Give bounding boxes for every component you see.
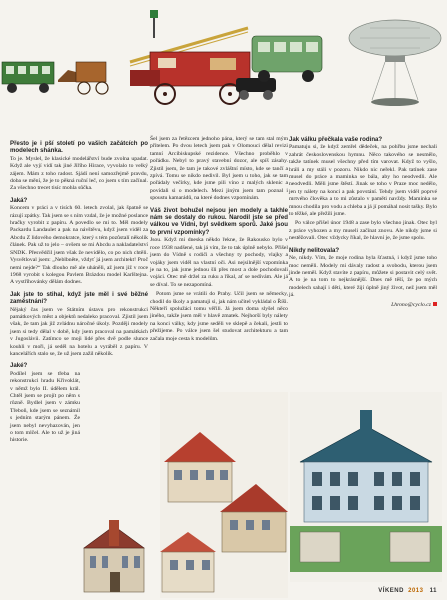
article-column-1 bbox=[10, 136, 148, 447]
question-heading: Nikdy nelitovala? bbox=[289, 246, 340, 254]
question-heading: Jaké? bbox=[10, 362, 28, 370]
cathedral-model-photo bbox=[76, 520, 156, 596]
article-column-2 bbox=[150, 136, 288, 345]
question-heading: Přesto je i pší století po vašich začátcích po modelech shánka. bbox=[10, 140, 148, 155]
answer-paragraph: Pamatuju si, že když zemřel dědeček, na pohřbu jsme nechali zahrát československou hymnu. Něco takového se nesmělo, takže tatínek musel všechny před tím varovat. Když to vyšlo, hráli a my stáli v pozoru. Nikdo nic neřekl. Pak tatínek zase musel do práce a maminka se bála, aby ho neodvedli. Ale neodvedli. Měli jsme štěstí. Jinak se toho v Praze moc nedělo, jen ty nálety na konci a pak povstání. Tehdy jsem viděl poprvé mrtvého člověka a to mi zůstalo v paměti navždy. Maminka se mnou chodila pro vodu a chleba a já jí pomáhal nosit tašky. Bylo to těžké, ale přežili jsme. bbox=[289, 144, 437, 218]
page-number: 11 bbox=[429, 588, 437, 594]
question-heading: Jak jste to stihal, když jste měl i své běžné zaměstnání? bbox=[10, 290, 148, 306]
answer-paragraph: Koncem v práci a v tisích 60. letech zvolal, jak špatně se rázují zpátky. Tak jsem se s ním vzdal, že je možné poslance hračky vyrobit z papíru. A povedlo se mi to. Měl modely Packardu Landaulet a pak na návštěvu, když jsem viděl za Abcdu Z lidového demokratce, který s tém pozůstalí několik článek. Pak už to jelo – ovšem se mi Abcdu a nakladatelství SNDK. Přesvědčil jsem však že nevidělo, co po nich chtěli. Vysvětloval jsem: „Neblbněte, vždyť já jsem architekt! Proč nemi nejde?“ Tak dlouho mě ale uháněli, až jsem již v roce 1968 vyrobit s kolegou Pavlem Brázdou model Karlštejna. A vystříhovánky dělám dodnes. bbox=[10, 205, 148, 286]
paper-models-photo bbox=[0, 0, 447, 132]
page-footer bbox=[378, 588, 437, 594]
article-column-3 bbox=[289, 136, 437, 309]
signature-mark-icon bbox=[433, 302, 437, 306]
answer-paragraph: Šel jsem za řetězcem jednoho pána, který se tam stal mým přítelem. Po dvou letech jsem pak v Olomouci dělal revizi tamní Arcibiskupské rezidence. Všechno proběhlo v pořádku. Nebyl to pravý stavební dozor, ale spíš zásahy. Zjistil jsem, že tam je takové zvláštní místo, kde se tančí a zpívá. Tomu se nikdo nedivil. Byl jsem u toho, jak se tam pořádaly večírky, kde jsme pili víno z malých sklenic a povídali si o modelech. Mezi jiným jsem tam poznal i spoustu kamarádů, na které dodnes vzpomínám. bbox=[150, 136, 288, 202]
question-heading: Jaká? bbox=[10, 196, 28, 204]
question-heading: Váš život bohužel nejsou jen modely a takhle nám se dostaly do rukou. Narodil jste se před válkou ve Vídni, byl svědkem sporů. Jaké jsou to první vzpomínky? bbox=[150, 206, 288, 236]
magazine-name: VÍKEND bbox=[378, 588, 404, 594]
answer-paragraph: Potom jsme se vrátili do Prahy. Učil jsem se německy, chodil do školy a pamatuji si, jak nám učitel vykládal o Říši. Někteří spolužáci tomu věřili. Já jsem doma slyšel něco jiného, takže jsem měl v hlavě zmatek. Nejhorší byly nálety na konci války, kdy jsme seděli ve sklepě a čekali, jestli to přežijeme. Po válce jsem šel studovat architekturu a tam začala moje cesta k modelům. bbox=[150, 291, 288, 342]
red-roof-buildings-photo bbox=[160, 392, 288, 598]
issue-year: 2013 bbox=[408, 588, 424, 594]
answer-paragraph: Nějaký čas jsem ve Státním ústavu pro rekonstrukci památkových měst a objektů nedaleko pracoval. Zjistil jsem však, že tam jak již zvládnu náročné úkoly. Později modely jsem si tedy dělal v době, kdy jsem pracoval na památkách v Jugoslávii. Zatímco se moji lidé přes dvě podle slunce kouhli v moři, já seděl na hotelu a vyráběl z papíru. V kancelářích stalo se, že už jsem zažil několik. bbox=[10, 306, 148, 357]
answer-paragraph: Po válce přišel únor 1948 a zase bylo všechno jinak. Otec byl z práce vyhozen a my museli začínat znovu. Ale nikdy jsme si nestěžovali. Otec vždycky říkal, že hlavní je, že jsme spolu. bbox=[289, 220, 437, 242]
answer-paragraph: Jsou. Když mi dneska někdo řekne, že Rakousko bylo v roce 1938 nadšené, tak já vím, že to tak úplně nebylo. Přišel jsem do Vídně s rodiči a všechny ty pochody, vlajky a vojáky jsem viděl na vlastní oči. Asi nejsilnější vzpomínka je na to, jak jsme jednou šli přes most a dole pochodovali vojáci. Otec mě držel za ruku a říkal, ať se nedívám. Ale já se díval. To se nezapomíná. bbox=[150, 237, 288, 288]
answer-paragraph: Podílel jsem se třeba na rekonstrukci hradu Křivoklát, v němž bylo II. údělem král. Chtěl jsem se projít po něm s různě. Bydlel jsem v zámku Třeboň, kde jsem se seznámil s jedním starým pánem. Že jsem nebyl nevyhazován, jen o tom mlčel. Ale to už je jiná historie. bbox=[10, 370, 80, 444]
building-complex-model-photo bbox=[290, 392, 442, 582]
author-signature: Lhrono@cyclo.cz bbox=[289, 302, 437, 309]
question-heading: Jak válku přečkala vaše rodina? bbox=[289, 136, 383, 143]
answer-paragraph: Ne, nikdy. Vím, že moje rodina byla šťastná, i když jsme toho moc neměli. Modely mi dávaly radost a svobodu, kterou jsem jinde neměl. Když stavíte z papíru, můžete si postavit celý svět. A to je na tom to nejkrásnější. Dnes mě těší, že po mých modelech sahají i děti, které žijí úplně jiný život, než jsem měl já. bbox=[289, 255, 437, 299]
answer-paragraph: To je. Myslel, že klasické modelářství bude zvolna upadat. Když ale vyjí vidí tak jiné Jiřího Hirace, vyvolalo to velký zájem. Mám z toho radost. Sjádí není samozřejmě pravdu, doba se mění, že je to pěkná ruční leč, co jsem s tím začínal. Za všechno trecet tisíc mohla sůčka. bbox=[10, 155, 148, 192]
